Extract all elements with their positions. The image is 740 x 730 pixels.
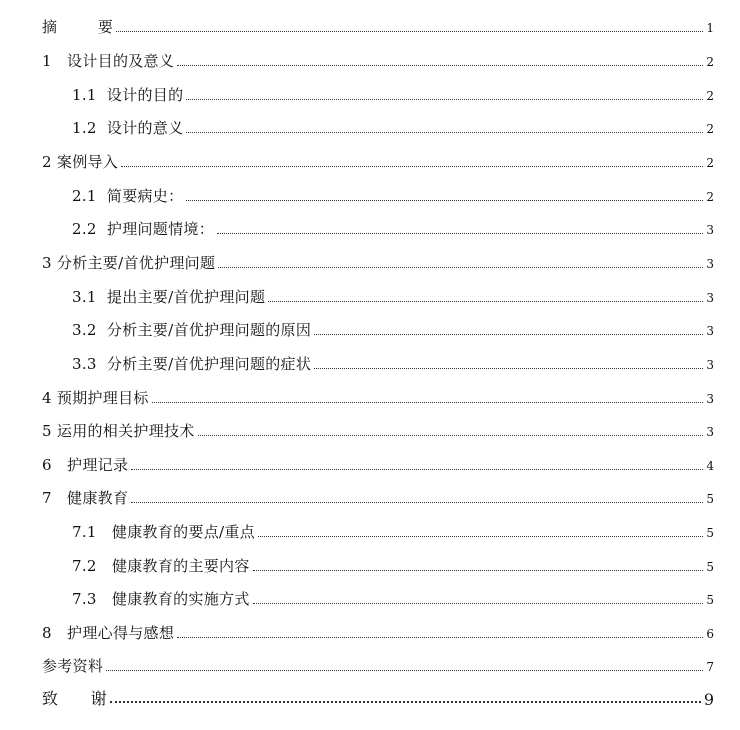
- dot-leader: [186, 199, 703, 201]
- toc-entry-label: 8 护理心得与感想: [42, 624, 175, 642]
- toc-entry-section-7-1[interactable]: [0, 517, 740, 541]
- toc-entry-label: 2.1 简要病史：: [72, 187, 184, 205]
- toc-page-number: 2: [706, 55, 714, 69]
- toc-entry-label: 1 设计目的及意义: [42, 52, 175, 70]
- toc-entry-chapter-2[interactable]: [0, 147, 740, 171]
- toc-page-number: 2: [706, 89, 714, 103]
- toc-entry-section-7-2[interactable]: [0, 551, 740, 575]
- dot-leader: [131, 468, 703, 470]
- dot-leader: [186, 98, 703, 100]
- toc-page-number: 5: [706, 560, 714, 574]
- toc-entry-label: 6 护理记录: [42, 456, 129, 474]
- dot-leader: [131, 501, 703, 503]
- toc-entry-abstract[interactable]: [0, 12, 740, 36]
- toc-entry-label: 7.3 健康教育的实施方式: [72, 590, 250, 608]
- toc-entry-section-2-1[interactable]: [0, 181, 740, 205]
- toc-entry-section-3-2[interactable]: [0, 315, 740, 339]
- toc-entry-chapter-1[interactable]: [0, 46, 740, 70]
- toc-entry-chapter-8[interactable]: [0, 618, 740, 642]
- dot-leader: [218, 266, 703, 268]
- toc-entry-chapter-6[interactable]: [0, 450, 740, 474]
- toc-page-number: 1: [706, 21, 714, 35]
- toc-page-number: 3: [706, 324, 714, 338]
- toc-page-number: 3: [706, 257, 714, 271]
- toc-page-number: 4: [706, 459, 714, 473]
- dot-leader: [314, 333, 703, 335]
- toc-entry-section-7-3[interactable]: [0, 584, 740, 608]
- toc-entry-label: 参考资料: [42, 657, 104, 675]
- dot-leader: [253, 602, 704, 604]
- toc-entry-section-3-3[interactable]: [0, 349, 740, 373]
- dot-leader: [314, 367, 703, 369]
- toc-entry-label: 1.1 设计的目的: [72, 86, 184, 104]
- dot-leader: [116, 30, 703, 32]
- dot-leader: [152, 401, 704, 403]
- dot-leader: [106, 669, 703, 671]
- dot-leader: [253, 569, 704, 571]
- toc-entry-label: 2.2 护理问题情境：: [72, 220, 214, 238]
- toc-entry-label: 7.2 健康教育的主要内容: [72, 557, 250, 575]
- toc-page-number: 5: [706, 492, 714, 506]
- toc-page-number: 3: [706, 223, 714, 237]
- toc-entry-chapter-5[interactable]: [0, 416, 740, 440]
- toc-entry-acknowledgements[interactable]: [0, 684, 740, 708]
- dot-leader: [217, 232, 703, 234]
- toc-entry-label: 4 预期护理目标: [42, 389, 149, 407]
- toc-entry-section-1-2[interactable]: [0, 113, 740, 137]
- dot-leader: [268, 300, 703, 302]
- toc-entry-label: 致 谢: [42, 689, 107, 708]
- toc-entry-label: 2 案例导入: [42, 153, 119, 171]
- toc-entry-label: 3.2 分析主要/首优护理问题的原因: [72, 321, 312, 339]
- toc-entry-chapter-3[interactable]: [0, 248, 740, 272]
- toc-entry-label: 1.2 设计的意义: [72, 119, 184, 137]
- toc-entry-label: 7.1 健康教育的要点/重点: [72, 523, 256, 541]
- dot-leader: [110, 700, 701, 703]
- toc-entry-section-3-1[interactable]: [0, 282, 740, 306]
- toc-page-number: 3: [706, 358, 714, 372]
- toc-entry-chapter-7[interactable]: [0, 483, 740, 507]
- toc-page-number: 7: [706, 660, 714, 674]
- toc-page-number: 2: [706, 190, 714, 204]
- toc-page-number: 5: [706, 526, 714, 540]
- toc-entry-label: 5 运用的相关护理技术: [42, 422, 195, 440]
- dot-leader: [198, 434, 704, 436]
- toc-page-number: 3: [706, 425, 714, 439]
- toc-page-number: 6: [706, 627, 714, 641]
- toc-entry-label: 摘 要: [42, 18, 114, 36]
- dot-leader: [258, 535, 703, 537]
- dot-leader: [177, 636, 703, 638]
- toc-entry-label: 3.1 提出主要/首优护理问题: [72, 288, 266, 306]
- toc-page-number: 5: [706, 593, 714, 607]
- toc-entry-label: 7 健康教育: [42, 489, 129, 507]
- toc-entry-section-2-2[interactable]: [0, 214, 740, 238]
- toc-page-number: 3: [706, 392, 714, 406]
- toc-entry-label: 3 分析主要/首优护理问题: [42, 254, 216, 272]
- dot-leader: [121, 165, 703, 167]
- toc-entry-section-1-1[interactable]: [0, 80, 740, 104]
- toc-page-number: 2: [706, 156, 714, 170]
- toc-entry-label: 3.3 分析主要/首优护理问题的症状: [72, 355, 312, 373]
- dot-leader: [186, 131, 703, 133]
- toc-page-number: 3: [706, 291, 714, 305]
- toc-entry-chapter-4[interactable]: [0, 383, 740, 407]
- dot-leader: [177, 64, 703, 66]
- toc-entry-references[interactable]: [0, 651, 740, 675]
- toc-page-number: 9: [703, 690, 714, 709]
- toc-page-number: 2: [706, 122, 714, 136]
